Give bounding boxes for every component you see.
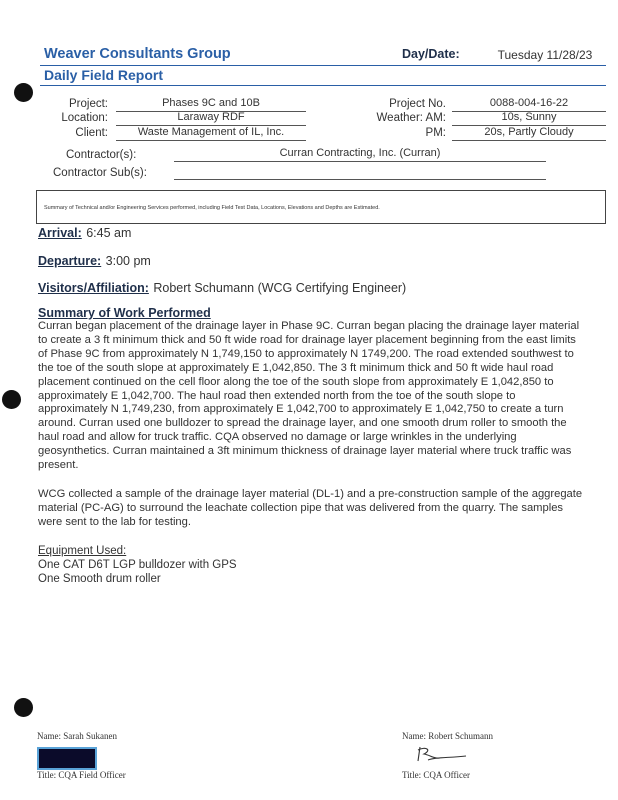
work-performed-heading: Summary of Work Performed <box>38 306 211 320</box>
left-signer-title: Title: CQA Field Officer <box>37 770 126 780</box>
equipment-item: One Smooth drum roller <box>38 573 161 585</box>
contractor-label: Contractor(s): <box>66 149 137 161</box>
redacted-signature <box>37 747 97 770</box>
location-value: Laraway RDF <box>177 111 245 123</box>
weather-pm-label: PM: <box>425 127 446 139</box>
contractor-sub-underline <box>174 179 546 180</box>
day-date-value: Tuesday 11/28/23 <box>497 48 593 62</box>
report-title: Daily Field Report <box>44 67 164 83</box>
arrival-label: Arrival: <box>38 226 82 240</box>
handwritten-signature <box>414 744 470 764</box>
weather-pm-underline <box>452 140 606 141</box>
work-performed-paragraph-1: Curran began placement of the drainage layer in Phase 9C. Curran began placing the drainage layer material to create a 3 ft minimum thick and 50 ft wide road for drainage layer placement beginning from the east limits of Phase 9C from approximately N 1,749,150 to approximately N 1749,200. The road extended southwest to the toe of the south slope at approximately E 1,042,850. The 3 ft minimum thick and 50 ft wide haul road placement continued on the cell floor along the toe of the south slope from approximately E 1,042,850 to approximately E 1,042,700. The haul road then extended north from the toe of the south slope to approximately N 1,749,230, from approximately E 1,042,700 to approximately E 1,042,750 to create a turn around. Curran used one bulldozer to spread the drainage layer, and one smooth drum roller to smooth the haul road and allow for truck traffic. CQA observed no damage or large wrinkles in the underlying geosynthetics. Curran maintained a 3ft minimum thickness of drainage layer material where truck traffic was present. <box>38 320 580 472</box>
header-rule-top <box>40 65 606 66</box>
project-no-label: Project No. <box>389 98 446 110</box>
equipment-section <box>38 544 237 586</box>
day-date-label: Day/Date: <box>402 47 460 61</box>
punch-hole-top <box>14 83 33 102</box>
contractor-sub-label: Contractor Sub(s): <box>53 167 147 179</box>
summary-box-text: Summary of Technical and/or Engineering Services performed, including Field Test Data, Locations, Elevations and Depths are Estimated. <box>44 205 380 211</box>
punch-hole-bottom <box>14 698 33 717</box>
departure-line <box>38 252 151 270</box>
sampling-body <box>38 488 588 530</box>
weather-pm-value: 20s, Partly Cloudy <box>484 126 574 138</box>
work-performed-body <box>38 320 588 473</box>
company-name: Weaver Consultants Group <box>44 46 231 62</box>
left-signer-name: Name: Sarah Sukanen <box>37 731 117 741</box>
arrival-value: 6:45 am <box>86 226 132 240</box>
header-rule-bottom <box>40 85 606 86</box>
contractor-value: Curran Contracting, Inc. (Curran) <box>279 147 441 159</box>
work-performed-paragraph-2: WCG collected a sample of the drainage layer material (DL-1) and a pre-construction sample of the aggregate material (PC-AG) to surround the leachate collection pipe that was delivered from the quarry. The samples were sent to the lab for testing. <box>38 488 583 528</box>
project-label: Project: <box>69 98 108 110</box>
client-label: Client: <box>75 127 108 139</box>
weather-am-value: 10s, Sunny <box>501 111 557 123</box>
project-value: Phases 9C and 10B <box>162 97 260 109</box>
contractor-underline <box>174 161 546 162</box>
visitors-value: Robert Schumann (WCG Certifying Engineer) <box>153 281 407 295</box>
weather-am-label: Weather: AM: <box>376 112 446 124</box>
right-signer-title: Title: CQA Officer <box>402 770 471 780</box>
equipment-heading: Equipment Used: <box>38 545 127 557</box>
client-value: Waste Management of IL, Inc. <box>137 126 285 138</box>
visitors-line <box>38 279 406 297</box>
arrival-line <box>38 224 131 242</box>
project-no-value: 0088-004-16-22 <box>489 97 569 109</box>
departure-value: 3:00 pm <box>105 254 151 268</box>
departure-label: Departure: <box>38 254 102 268</box>
equipment-item: One CAT D6T LGP bulldozer with GPS <box>38 559 237 571</box>
client-underline <box>116 140 306 141</box>
punch-hole-middle <box>2 390 21 409</box>
visitors-label: Visitors/Affiliation: <box>38 281 149 295</box>
right-signer-name: Name: Robert Schumann <box>402 731 493 741</box>
location-label: Location: <box>61 112 108 124</box>
